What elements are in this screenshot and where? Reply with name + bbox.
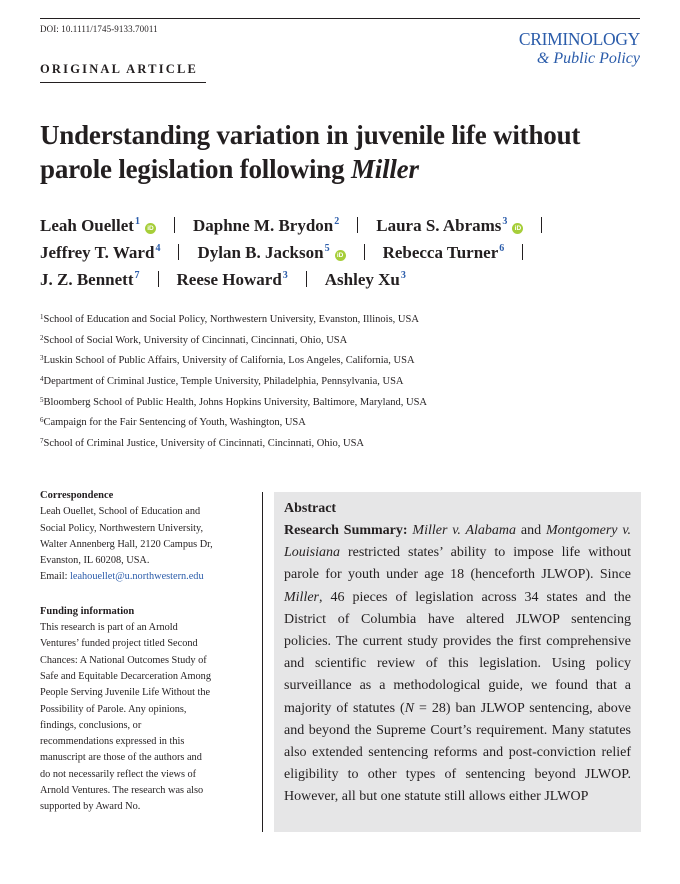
affiliation-text: Bloomberg School of Public Health, Johns Hopkins University, Baltimore, Maryland, USA <box>43 396 428 408</box>
author-line <box>40 215 640 242</box>
funding-line: do not necessarily reflect the views of <box>40 768 197 780</box>
affiliation-text: School of Criminal Justice, University of Cincinnati, Cincinnati, Ohio, USA <box>43 438 365 450</box>
affiliation-number: 7 <box>40 437 44 446</box>
affiliation <box>40 335 640 356</box>
abstract-segment: = 28) ban JLWOP sentencing, above and beyond the Supreme Court’s requirement. Many statutes also extended sentencing reforms and post-conviction relief eligibility to other types of sentencing beyond JLWOP. However, all but one statute still allows either JLWOP <box>284 700 631 805</box>
journal-logo <box>519 31 640 67</box>
author-name[interactable]: Reese Howard <box>176 270 282 289</box>
author[interactable] <box>376 216 523 236</box>
title-italic: Miller <box>350 154 419 184</box>
affiliation <box>40 376 640 397</box>
author-name[interactable]: Dylan B. Jackson <box>197 243 324 262</box>
abstract-text <box>284 520 631 809</box>
author-name[interactable]: Ashley Xu <box>324 270 400 289</box>
column-divider <box>262 492 263 832</box>
case-citation: Montgomery v. Louisiana <box>284 523 632 561</box>
affiliation-text: Department of Criminal Justice, Temple University, Philadelphia, Pennsylvania, USA <box>43 376 404 388</box>
author[interactable] <box>40 270 140 290</box>
abstract-conjunction: and <box>516 523 546 538</box>
author-affiliation-number[interactable]: 6 <box>499 243 505 254</box>
author[interactable] <box>177 270 288 290</box>
funding-line: Chances: A National Outcomes Study of <box>40 654 207 666</box>
abstract-segment: restricted states’ ability to impose life without parole for youth under age 18 (henceforth JLWOP). Since <box>284 545 631 583</box>
author-line <box>40 269 640 296</box>
affiliation-text: School of Education and Social Policy, Northwestern University, Evanston, Illinois, USA <box>43 314 419 325</box>
correspondence-line: Evanston, IL 60208, USA. <box>40 555 150 567</box>
author-list <box>40 215 640 296</box>
funding-line: recommendations expressed in this <box>40 736 185 748</box>
author-affiliation-number[interactable]: 1 <box>134 216 140 227</box>
author-name[interactable]: Jeffrey T. Ward <box>40 243 155 262</box>
affiliation-number: 5 <box>40 395 44 404</box>
affiliation <box>40 397 640 418</box>
author-name[interactable]: J. Z. Bennett <box>40 270 134 289</box>
author-name[interactable]: Daphne M. Brydon <box>192 216 334 235</box>
author[interactable] <box>40 243 160 263</box>
research-summary-label: Research Summary: <box>284 523 408 538</box>
email-label: Email: <box>40 571 71 583</box>
author-affiliation-number[interactable]: 3 <box>400 270 406 281</box>
author[interactable] <box>325 270 406 290</box>
author-affiliation-number[interactable]: 4 <box>155 243 161 254</box>
affiliation <box>40 417 640 438</box>
journal-logo-line2: & Public Policy <box>536 49 640 67</box>
journal-logo-line1: CRIMINOLOGY <box>518 29 640 49</box>
author-separator <box>357 217 358 233</box>
author-separator <box>158 271 159 287</box>
author-name[interactable]: Leah Ouellet <box>40 216 134 235</box>
orcid-icon[interactable]: iD <box>335 250 346 261</box>
affiliation-list <box>40 314 640 459</box>
affiliation-number: 6 <box>40 416 44 425</box>
author-separator <box>306 271 307 287</box>
correspondence-email <box>40 569 250 585</box>
header-rule <box>40 18 640 19</box>
article-type: ORIGINAL ARTICLE <box>40 62 199 76</box>
author[interactable] <box>383 243 505 263</box>
author-separator <box>174 217 175 233</box>
author-separator <box>364 244 365 260</box>
article-type-rule <box>40 82 206 83</box>
author[interactable] <box>197 243 345 263</box>
sample-size-label: N <box>404 700 415 716</box>
abstract-heading: Abstract <box>284 501 337 516</box>
affiliation-number: 1 <box>40 313 44 321</box>
affiliation <box>40 314 640 335</box>
correspondence-line: Walter Annenberg Hall, 2120 Campus Dr, <box>40 538 213 550</box>
affiliation-number: 2 <box>40 333 44 342</box>
funding-line: manuscript are those of the authors and <box>40 752 202 764</box>
funding-line: This research is part of an Arnold <box>40 622 178 634</box>
funding-heading: Funding information <box>40 605 135 617</box>
funding-line: People Serving Juvenile Life Without the <box>40 687 211 699</box>
correspondence-line: Leah Ouellet, School of Education and <box>40 506 201 518</box>
doi: DOI: 10.1111/1745-9133.70011 <box>40 24 158 34</box>
orcid-icon[interactable]: iD <box>145 223 156 234</box>
funding-section <box>40 604 250 816</box>
author[interactable] <box>193 216 339 236</box>
affiliation-number: 4 <box>40 375 44 384</box>
author-separator <box>178 244 179 260</box>
sidebar <box>40 488 250 834</box>
author-separator <box>541 217 542 233</box>
author-affiliation-number[interactable]: 7 <box>134 270 140 281</box>
author-affiliation-number[interactable]: 5 <box>324 243 330 254</box>
funding-line: Ventures’ funded project titled Second <box>40 638 198 650</box>
abstract-segment: , 46 pieces of legislation across 34 states and the District of Columbia have altered JLWOP sentencing policies. The current study provides the first comprehensive and scientific review of this legislation. Using policy surveillance as a methodological guide, we found that a majority of statutes ( <box>284 589 631 716</box>
author[interactable] <box>40 216 156 236</box>
affiliation-text: Luskin School of Public Affairs, University of California, Los Angeles, California, USA <box>43 355 415 367</box>
author-name[interactable]: Rebecca Turner <box>382 243 499 262</box>
affiliation <box>40 438 640 459</box>
orcid-icon[interactable]: iD <box>512 223 523 234</box>
author-affiliation-number[interactable]: 3 <box>282 270 288 281</box>
funding-line: Safe and Equitable Decarceration Among <box>40 670 211 682</box>
author-separator <box>522 244 523 260</box>
author-name[interactable]: Laura S. Abrams <box>376 216 502 235</box>
author-affiliation-number[interactable]: 2 <box>334 216 340 227</box>
author-line <box>40 242 640 269</box>
case-citation: Miller v. Alabama <box>412 523 517 538</box>
funding-line: findings, conclusions, or <box>40 719 142 731</box>
affiliation-text: School of Social Work, University of Cincinnati, Cincinnati, Ohio, USA <box>43 334 348 346</box>
title-main: Understanding variation in juvenile life without parole legislation following <box>40 120 581 184</box>
correspondence-line: Social Policy, Northwestern University, <box>40 522 204 534</box>
abstract-box <box>274 492 641 832</box>
case-name: Miller <box>284 589 319 605</box>
author-affiliation-number[interactable]: 3 <box>502 216 508 227</box>
funding-line: Arnold Ventures. The research was also <box>40 785 204 797</box>
correspondence-heading: Correspondence <box>40 490 114 501</box>
email-link[interactable]: leahouellet@u.northwestern.edu <box>70 571 204 583</box>
correspondence-section <box>40 488 250 586</box>
affiliation <box>40 355 640 376</box>
affiliation-number: 3 <box>40 354 44 363</box>
affiliation-text: Campaign for the Fair Sentencing of Youth, Washington, USA <box>43 417 306 429</box>
funding-line: Possibility of Parole. Any opinions, <box>40 703 187 715</box>
page-title <box>40 118 640 186</box>
funding-line: supported by Award No. <box>40 801 141 813</box>
